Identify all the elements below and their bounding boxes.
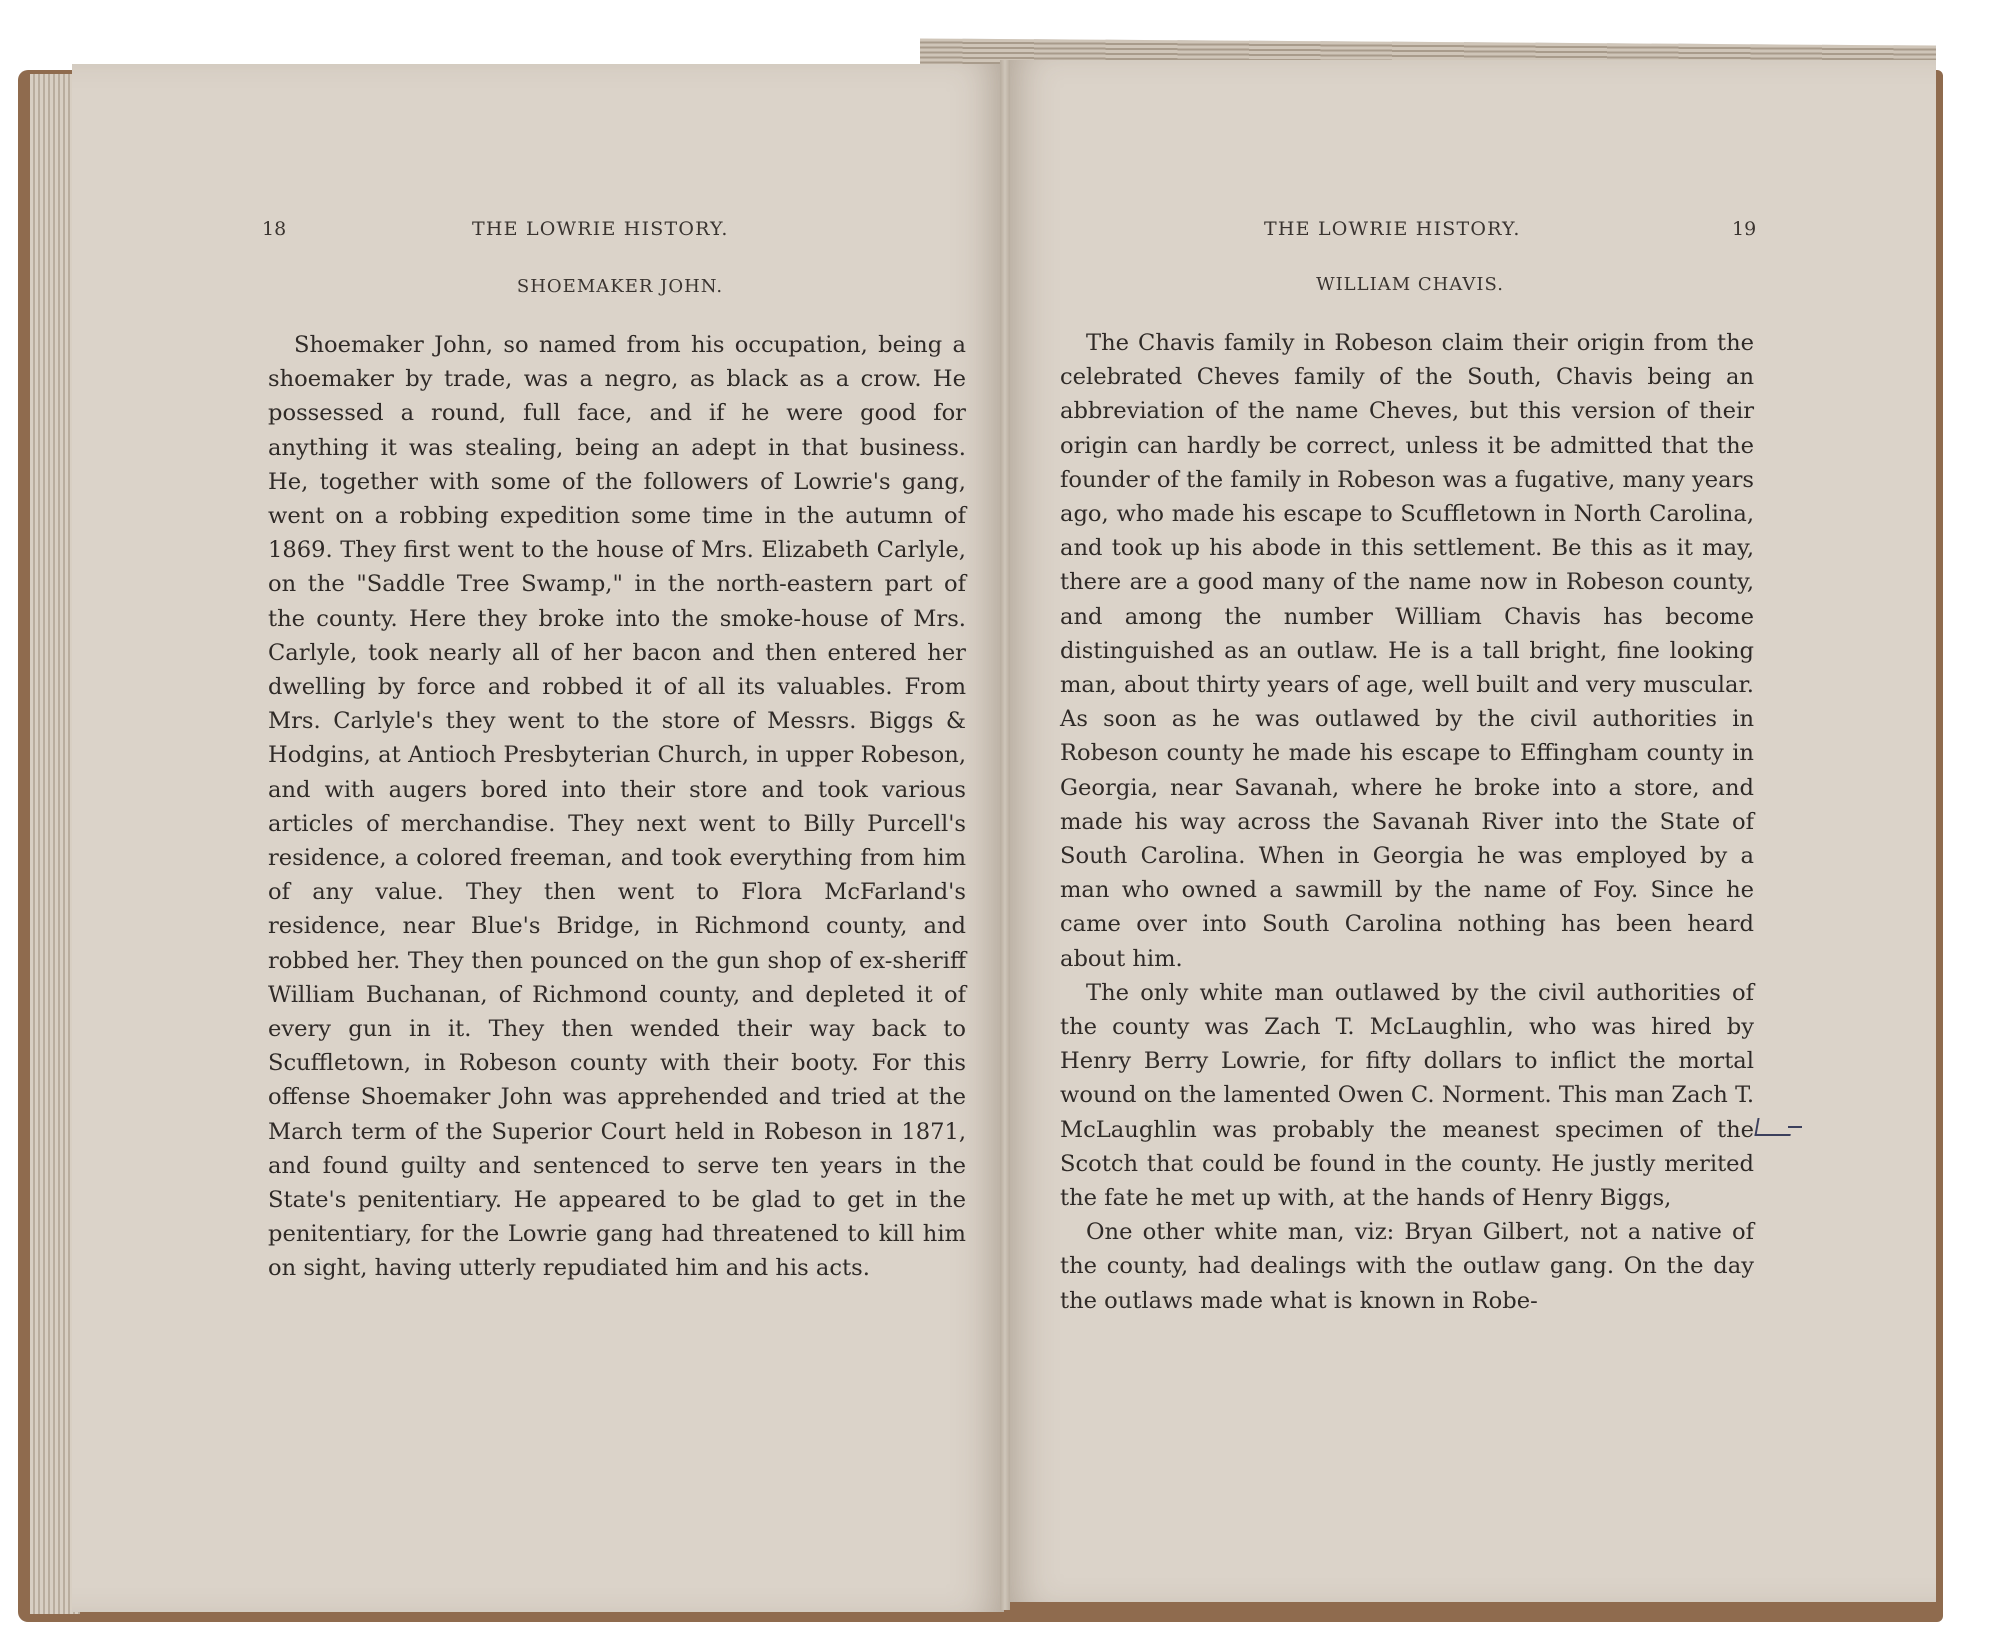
right-paragraph: One other white man, viz: Bryan Gilbert, not a native of the county, had dealings with the outlaw gang. On the day the outlaws made what is known in Robe- — [1060, 1219, 1754, 1314]
right-paragraph: The only white man outlawed by the civil authorities of the county was Zach T. McLaughlin, who was hired by Henry Berry Lowrie, for fifty dollars to inflict the mortal wound on the lamented Owen C. Norment. This man Zach T. McLaughlin was probably the meanest specimen of the Scotch that could be found in the county. He justly merited the fate he met up with, at the hands of Henry Biggs, — [1060, 979, 1754, 1212]
left-page-number: 18 — [262, 218, 287, 240]
right-body-text — [1060, 326, 1754, 1318]
book-gutter — [1000, 60, 1010, 1610]
right-page-number: 19 — [1732, 218, 1757, 240]
right-paragraph: The Chavis family in Robeson claim their origin from the celebrated Cheves family of the South, Chavis being an abbreviation of the name Cheves, but this version of their origin can hardly be correct, unless it be admitted that the founder of the family in Robeson was a fugative, many years ago, who made his escape to Scuffletown in North Carolina, and took up his abode in this settlement. Be this as it may, there are a good many of the name now in Robeson county, and among the number William Chavis has become distinguished as an outlaw. He is a tall bright, fine looking man, about thirty years of age, well built and very muscular. As soon as he was outlawed by the civil authorities in Robeson county he made his escape to Effingham county in Georgia, near Savanah, where he broke into a store, and made his way across the Savanah River into the State of South Carolina. When in Georgia he was employed by a man who owned a sawmill by the name of Foy. Since he came over into South Carolina nothing has been heard about him. — [1060, 330, 1754, 972]
left-running-head: THE LOWRIE HISTORY. — [472, 218, 729, 240]
left-paragraph: Shoemaker John, so named from his occupation, being a shoemaker by trade, was a negro, as black as a crow. He possessed a round, full face, and if he were good for anything it was stealing, being an adept in that business. He, together with some of the followers of Lowrie's gang, went on a robbing expedition some time in the autumn of 1869. They first went to the house of Mrs. Elizabeth Carlyle, on the "Saddle Tree Swamp," in the north-eastern part of the county. Here they broke into the smoke-house of Mrs. Carlyle, took nearly all of her bacon and then entered her dwelling by force and robbed it of all its valuables. From Mrs. Carlyle's they went to the store of Messrs. Biggs & Hodgins, at Antioch Presbyterian Church, in upper Robeson, and with augers bored into their store and took various articles of merchandise. They next went to Billy Purcell's residence, a colored freeman, and took everything from him of any value. They then went to Flora McFarland's residence, near Blue's Bridge, in Richmond county, and robbed her. They then pounced on the gun shop of ex-sheriff William Buchanan, of Richmond county, and depleted it of every gun in it. They then wended their way back to Scuffletown, in Robeson county with their booty. For this offense Shoemaker John was apprehended and tried at the March term of the Superior Court held in Robeson in 1871, and found guilty and sentenced to serve ten years in the State's penitentiary. He appeared to be glad to get in the penitentiary, for the Lowrie gang had threatened to kill him on sight, having utterly repudiated him and his acts. — [268, 332, 966, 1282]
right-section-title: WILLIAM CHAVIS. — [1316, 274, 1504, 295]
pencil-mark-tail — [1788, 1126, 1802, 1128]
left-section-title: SHOEMAKER JOHN. — [516, 276, 724, 297]
left-body-text — [268, 328, 966, 1286]
right-running-head: THE LOWRIE HISTORY. — [1264, 218, 1521, 240]
